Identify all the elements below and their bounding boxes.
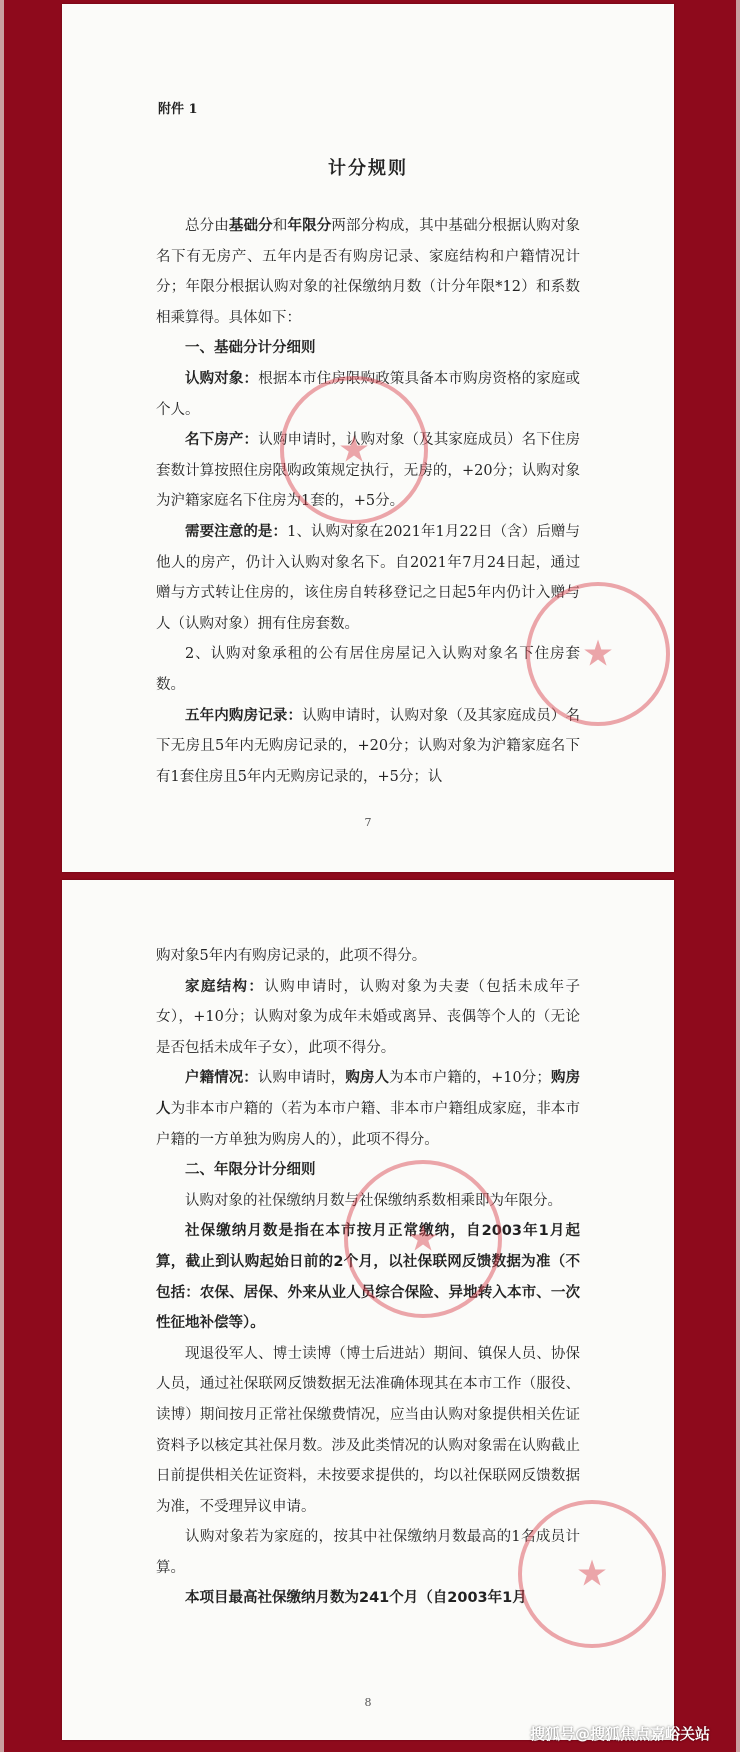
page-body bbox=[156, 941, 580, 1614]
page-number: 7 bbox=[364, 816, 372, 829]
paragraph-note: 需要注意的是：1、认购对象在2021年1月22日（含）后赠与他人的房产，仍计入认购对象名下。自2021年7月24日起，通过赠与方式转让住房的，该住房自转移登记之日起5年内仍计入赠与人（认购对象）拥有住房套数。 bbox=[156, 523, 581, 632]
right-border bbox=[736, 0, 740, 1752]
paragraph-special-cases: 现退役军人、博士读博（博士后进站）期间、镇保人员、协保人员，通过社保联网反馈数据无法准确体现其在本市工作（服役、读博）期间按月正常社保缴费情况，应当由认购对象提供相关佐证资料予以核定其社保月数。涉及此类情况的认购对象需在认购截止日前提供相关佐证资料，未按要求提供的，均以社保联网反馈数据为准，不受理异议申请。 bbox=[156, 1345, 580, 1515]
left-border bbox=[0, 0, 4, 1752]
paragraph-household-registration: 户籍情况：认购申请时，购房人为本市户籍的，+10分；购房人为非本市户籍的（若为本市户籍、非本市户籍组成家庭，非本市户籍的一方单独为购房人的），此项不得分。 bbox=[156, 1070, 581, 1148]
source-watermark: 搜狐号@搜狐焦点嘉峪关站 bbox=[529, 1725, 710, 1743]
paragraph-property: 名下房产：认购申请时，认购对象（及其家庭成员）名下住房套数计算按照住房限购政策规定执行，无房的，+20分；认购对象为沪籍家庭名下住房为1套的，+5分。 bbox=[156, 432, 581, 510]
paragraph-continued: 购对象5年内有购房记录的，此项不得分。 bbox=[156, 948, 427, 964]
document-page-8 bbox=[62, 880, 674, 1740]
paragraph-family-rule: 认购对象若为家庭的，按其中社保缴纳月数最高的1名成员计算。 bbox=[156, 1529, 580, 1576]
paragraph-subject: 认购对象：根据本市住房限购政策具备本市购房资格的家庭或个人。 bbox=[156, 370, 581, 418]
document-page-7 bbox=[62, 4, 674, 872]
paragraph-max-months: 本项目最高社保缴纳月数为241个月（自2003年1月 bbox=[185, 1590, 527, 1607]
page-number: 8 bbox=[364, 1696, 372, 1709]
paragraph-family-structure: 家庭结构：认购申请时，认购对象为夫妻（包括未成年子女），+10分；认购对象为成年未婚或离异、丧偶等个人的（无论是否包括未成年子女），此项不得分。 bbox=[156, 978, 581, 1056]
paragraph-purchase-record: 五年内购房记录：认购申请时，认购对象（及其家庭成员）名下无房且5年内无购房记录的，+20分；认购对象为沪籍家庭名下有1套住房且5年内无购房记录的，+5分；认 bbox=[156, 707, 580, 785]
section-heading-years: 二、年限分计分细则 bbox=[185, 1162, 316, 1179]
paragraph-intro: 总分由基础分和年限分两部分构成，其中基础分根据认购对象名下有无房产、五年内是否有购房记录、家庭结构和户籍情况计分；年限分根据认购对象的社保缴纳月数（计分年限*12）和系数相乘算得。具体如下： bbox=[156, 218, 581, 326]
attachment-label: 附件 1 bbox=[158, 102, 198, 117]
section-heading-basic: 一、基础分计分细则 bbox=[185, 340, 316, 357]
paragraph-social-security-months: 社保缴纳月数是指在本市按月正常缴纳，自2003年1月起算，截止到认购起始日前的2个月，以社保联网反馈数据为准（不包括：农保、居保、外来从业人员综合保险、异地转入本市、一次性征地补偿等）。 bbox=[156, 1223, 580, 1332]
paragraph-years-score: 认购对象的社保缴纳月数与社保缴纳系数相乘即为年限分。 bbox=[185, 1192, 562, 1209]
page-title: 计分规则 bbox=[328, 158, 408, 179]
paragraph-note-2: 2、认购对象承租的公有居住房屋记入认购对象名下住房套数。 bbox=[156, 646, 580, 693]
page-body bbox=[156, 211, 580, 792]
